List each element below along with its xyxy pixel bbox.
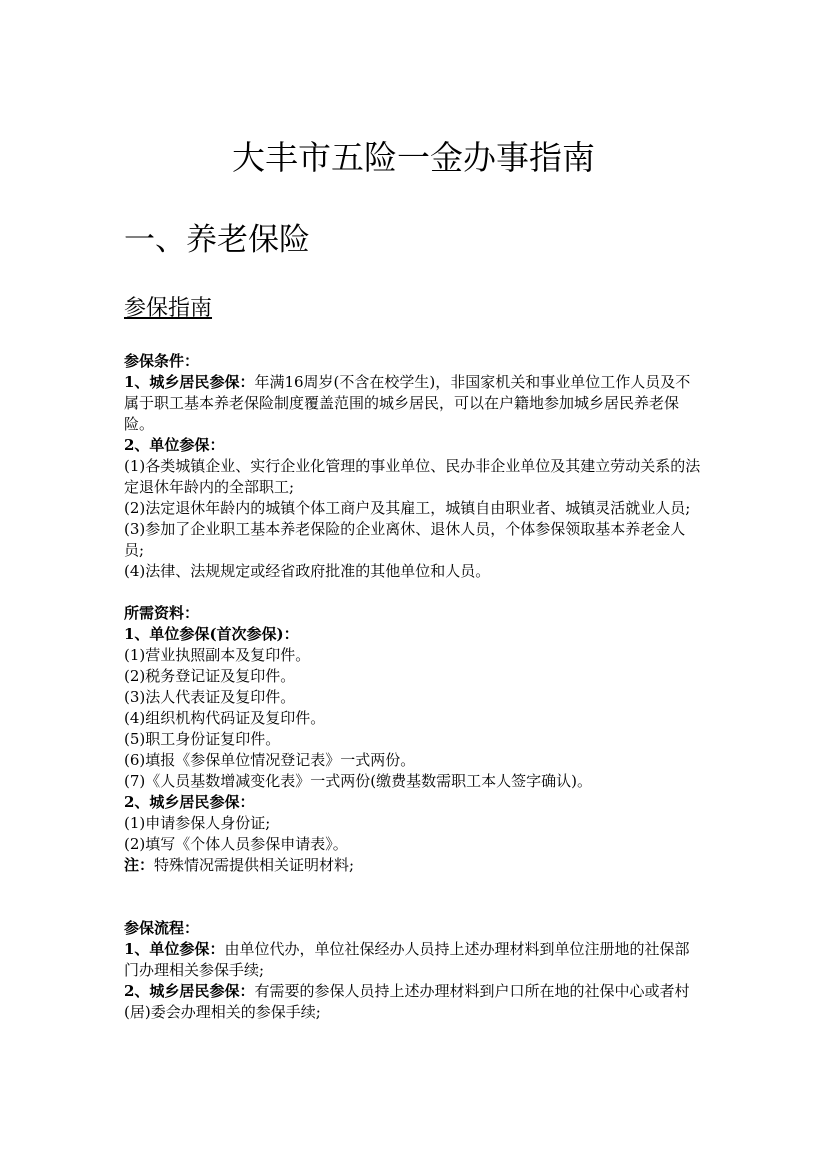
subsection-title: 参保指南 [124, 296, 213, 321]
process-item-1-label: 1、单位参保： [124, 940, 225, 958]
materials-line: (2)填写《个体人员参保申请表》。 [124, 835, 348, 853]
materials-heading: 所需资料： [124, 604, 200, 622]
process-item-2-text: 有需要的参保人员持上述办理材料到户口所在地的社保中心或者村(居)委会办理相关的参保手续; [124, 982, 690, 1021]
condition-item-1-text: 年满16周岁(不含在校学生)，非国家机关和事业单位工作人员及不属于职工基本养老保险制度覆盖范围的城乡居民，可以在户籍地参加城乡居民养老保险。 [124, 373, 691, 433]
process-heading: 参保流程： [124, 919, 200, 937]
note-text: 特殊情况需提供相关证明材料; [154, 856, 355, 874]
materials-item-2-label: 2、城乡居民参保： [124, 793, 255, 811]
conditions-heading: 参保条件： [124, 352, 200, 370]
materials-line: (1)申请参保人身份证; [124, 814, 271, 832]
spacer [124, 876, 704, 918]
materials-line: (4)组织机构代码证及复印件。 [124, 709, 326, 727]
condition-line: (3)参加了企业职工基本养老保险的企业离休、退休人员，个体参保领取基本养老金人员; [124, 520, 686, 559]
materials-line: (3)法人代表证及复印件。 [124, 688, 296, 706]
materials-item-1-label: 1、单位参保(首次参保)： [124, 625, 299, 643]
section-title: 一、养老保险 [124, 222, 310, 258]
materials-line: (6)填报《参保单位情况登记表》一式两份。 [124, 751, 416, 769]
condition-item-1-label: 1、城乡居民参保： [124, 373, 255, 391]
spacer [124, 582, 704, 603]
condition-item-2-label: 2、单位参保： [124, 436, 225, 454]
condition-item-1 [124, 372, 704, 435]
condition-line: (2)法定退休年龄内的城镇个体工商户及其雇工，城镇自由职业者、城镇灵活就业人员; [124, 499, 691, 517]
note-label: 注： [124, 856, 155, 874]
materials-line: (5)职工身份证复印件。 [124, 730, 281, 748]
process-item-2 [124, 981, 704, 1023]
process-item-1-text: 由单位代办，单位社保经办人员持上述办理材料到单位注册地的社保部门办理相关参保手续; [124, 940, 690, 979]
condition-line: (1)各类城镇企业、实行企业化管理的事业单位、民办非企业单位及其建立劳动关系的法定退休年龄内的全部职工; [124, 457, 701, 496]
materials-note [124, 855, 704, 876]
materials-line: (2)税务登记证及复印件。 [124, 667, 296, 685]
materials-line: (7)《人员基数增减变化表》一式两份(缴费基数需职工本人签字确认)。 [124, 772, 592, 790]
process-item-1 [124, 939, 704, 981]
condition-line: (4)法律、法规规定或经省政府批准的其他单位和人员。 [124, 562, 491, 580]
document-body [124, 351, 704, 1023]
document-title: 大丰市五险一金办事指南 [232, 138, 595, 177]
materials-line: (1)营业执照副本及复印件。 [124, 646, 311, 664]
process-item-2-label: 2、城乡居民参保： [124, 982, 255, 1000]
